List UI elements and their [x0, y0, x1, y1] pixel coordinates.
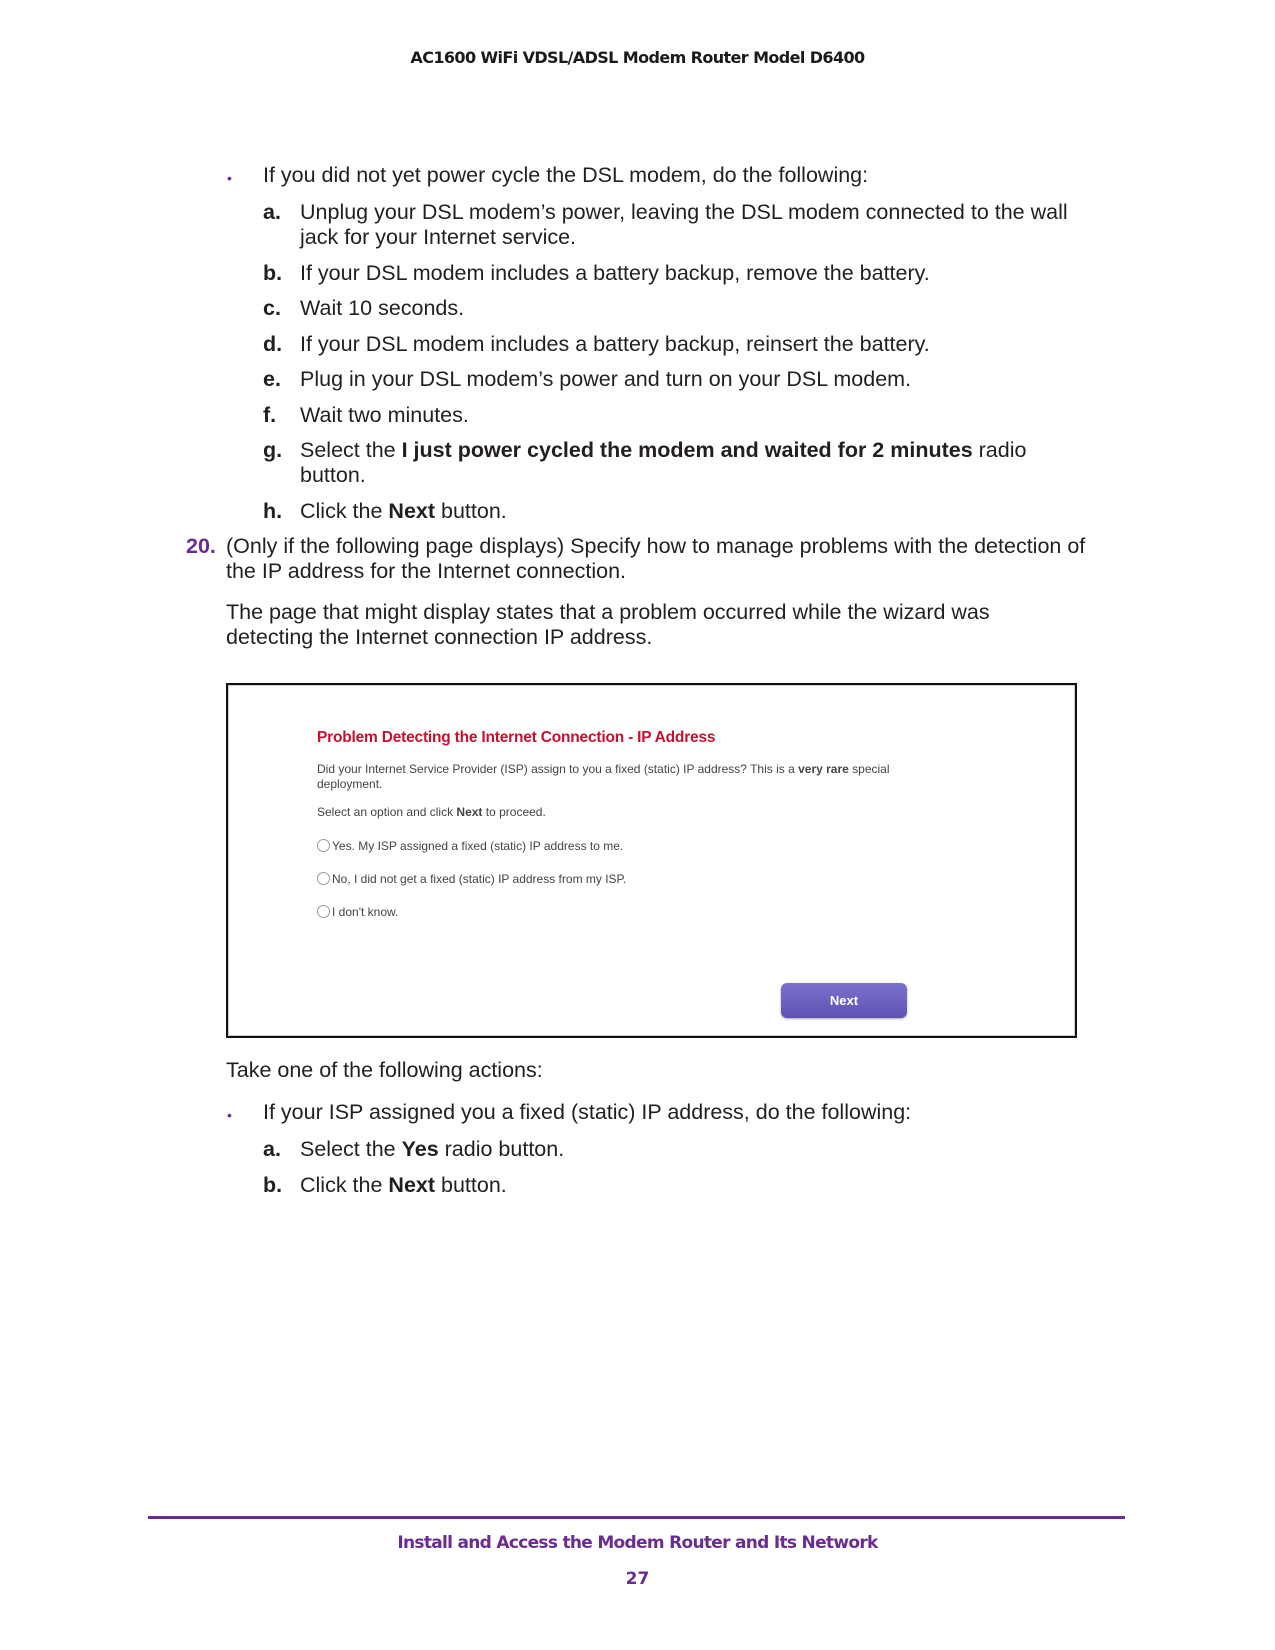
bullet-icon: •: [227, 1107, 232, 1123]
radio-option-yes[interactable]: [317, 839, 623, 854]
step-text-pre: Select the: [300, 1137, 402, 1161]
step-text-pre: Select the: [300, 438, 402, 462]
step-label: d.: [263, 332, 283, 356]
question-emphasis: very rare: [798, 762, 849, 776]
step-text: If your DSL modem includes a battery backup, remove the battery.: [300, 261, 930, 285]
step-text: [300, 1173, 507, 1198]
bullet-text: If you did not yet power cycle the DSL modem, do the following:: [263, 163, 869, 187]
page-number: 27: [625, 1569, 650, 1589]
step-text: [300, 1137, 564, 1162]
step-label: c.: [263, 296, 281, 320]
step-label: b.: [263, 261, 283, 285]
footer-chapter-title: Install and Access the Modem Router and Its Network: [397, 1533, 878, 1553]
question-text-end: special: [848, 762, 890, 776]
step-text-post: radio button.: [438, 1137, 565, 1161]
step-label: h.: [263, 499, 283, 523]
radio-option-dont-know[interactable]: [317, 905, 398, 920]
question-text-cont: deployment.: [317, 777, 383, 791]
running-header: AC1600 WiFi VDSL/ADSL Modem Router Model D6400: [410, 48, 865, 67]
instruction-emphasis: Next: [456, 805, 483, 819]
screenshot-question: [317, 762, 977, 792]
radio-button-icon[interactable]: [317, 872, 330, 885]
radio-label: Yes. My ISP assigned a fixed (static) IP address to me.: [332, 839, 624, 853]
instruction-text-end: to proceed.: [482, 805, 546, 819]
screenshot-instruction: [317, 805, 546, 820]
bullet-icon: •: [227, 170, 232, 186]
screenshot-title: Problem Detecting the Internet Connection - IP Address: [317, 729, 716, 746]
radio-button-icon[interactable]: [317, 839, 330, 852]
step-text-pre: Click the: [300, 1173, 389, 1197]
question-text: Did your Internet Service Provider (ISP) assign to you a fixed (static) IP address? This is a: [317, 762, 799, 776]
step-text: [300, 438, 1026, 463]
step-label: f.: [263, 403, 277, 427]
ui-term: Next: [388, 1173, 436, 1197]
radio-label: No, I did not get a fixed (static) IP address from my ISP.: [332, 872, 627, 886]
step-text: If your DSL modem includes a battery backup, reinsert the battery.: [300, 332, 930, 356]
step-text-cont: button.: [300, 463, 366, 487]
step-text: (Only if the following page displays) Specify how to manage problems with the detection of: [226, 534, 1086, 558]
radio-label: I don't know.: [332, 905, 399, 919]
step-text: Plug in your DSL modem’s power and turn on your DSL modem.: [300, 367, 912, 391]
step-text-post: button.: [435, 499, 507, 523]
radio-button-icon[interactable]: [317, 905, 330, 918]
ui-term: Next: [388, 499, 436, 523]
next-button[interactable]: Next: [781, 983, 907, 1018]
bullet-text: If your ISP assigned you a fixed (static) IP address, do the following:: [263, 1100, 912, 1124]
footer-divider: [148, 1516, 1125, 1519]
step-text-cont: jack for your Internet service.: [300, 225, 577, 249]
paragraph: The page that might display states that a problem occurred while the wizard was: [226, 600, 990, 624]
step-text: [300, 499, 507, 524]
embedded-screenshot: [226, 683, 1077, 1038]
step-text: Wait 10 seconds.: [300, 296, 465, 320]
step-label: a.: [263, 200, 281, 224]
step-text: Wait two minutes.: [300, 403, 469, 427]
paragraph: Take one of the following actions:: [226, 1058, 543, 1082]
step-text-pre: Click the: [300, 499, 389, 523]
step-text-post: button.: [435, 1173, 507, 1197]
step-text-cont: the IP address for the Internet connection.: [226, 559, 626, 583]
paragraph-cont: detecting the Internet connection IP address.: [226, 625, 653, 649]
step-text: Unplug your DSL modem’s power, leaving the DSL modem connected to the wall: [300, 200, 1068, 224]
ui-term: Yes: [401, 1137, 439, 1161]
step-number: 20.: [186, 534, 216, 558]
step-label: a.: [263, 1137, 281, 1161]
step-text-post: radio: [972, 438, 1027, 462]
instruction-text: Select an option and click: [317, 805, 457, 819]
radio-option-no[interactable]: [317, 872, 626, 887]
ui-term: I just power cycled the modem and waited for 2 minutes: [401, 438, 973, 462]
step-label: b.: [263, 1173, 283, 1197]
step-label: e.: [263, 367, 281, 391]
step-label: g.: [263, 438, 283, 462]
